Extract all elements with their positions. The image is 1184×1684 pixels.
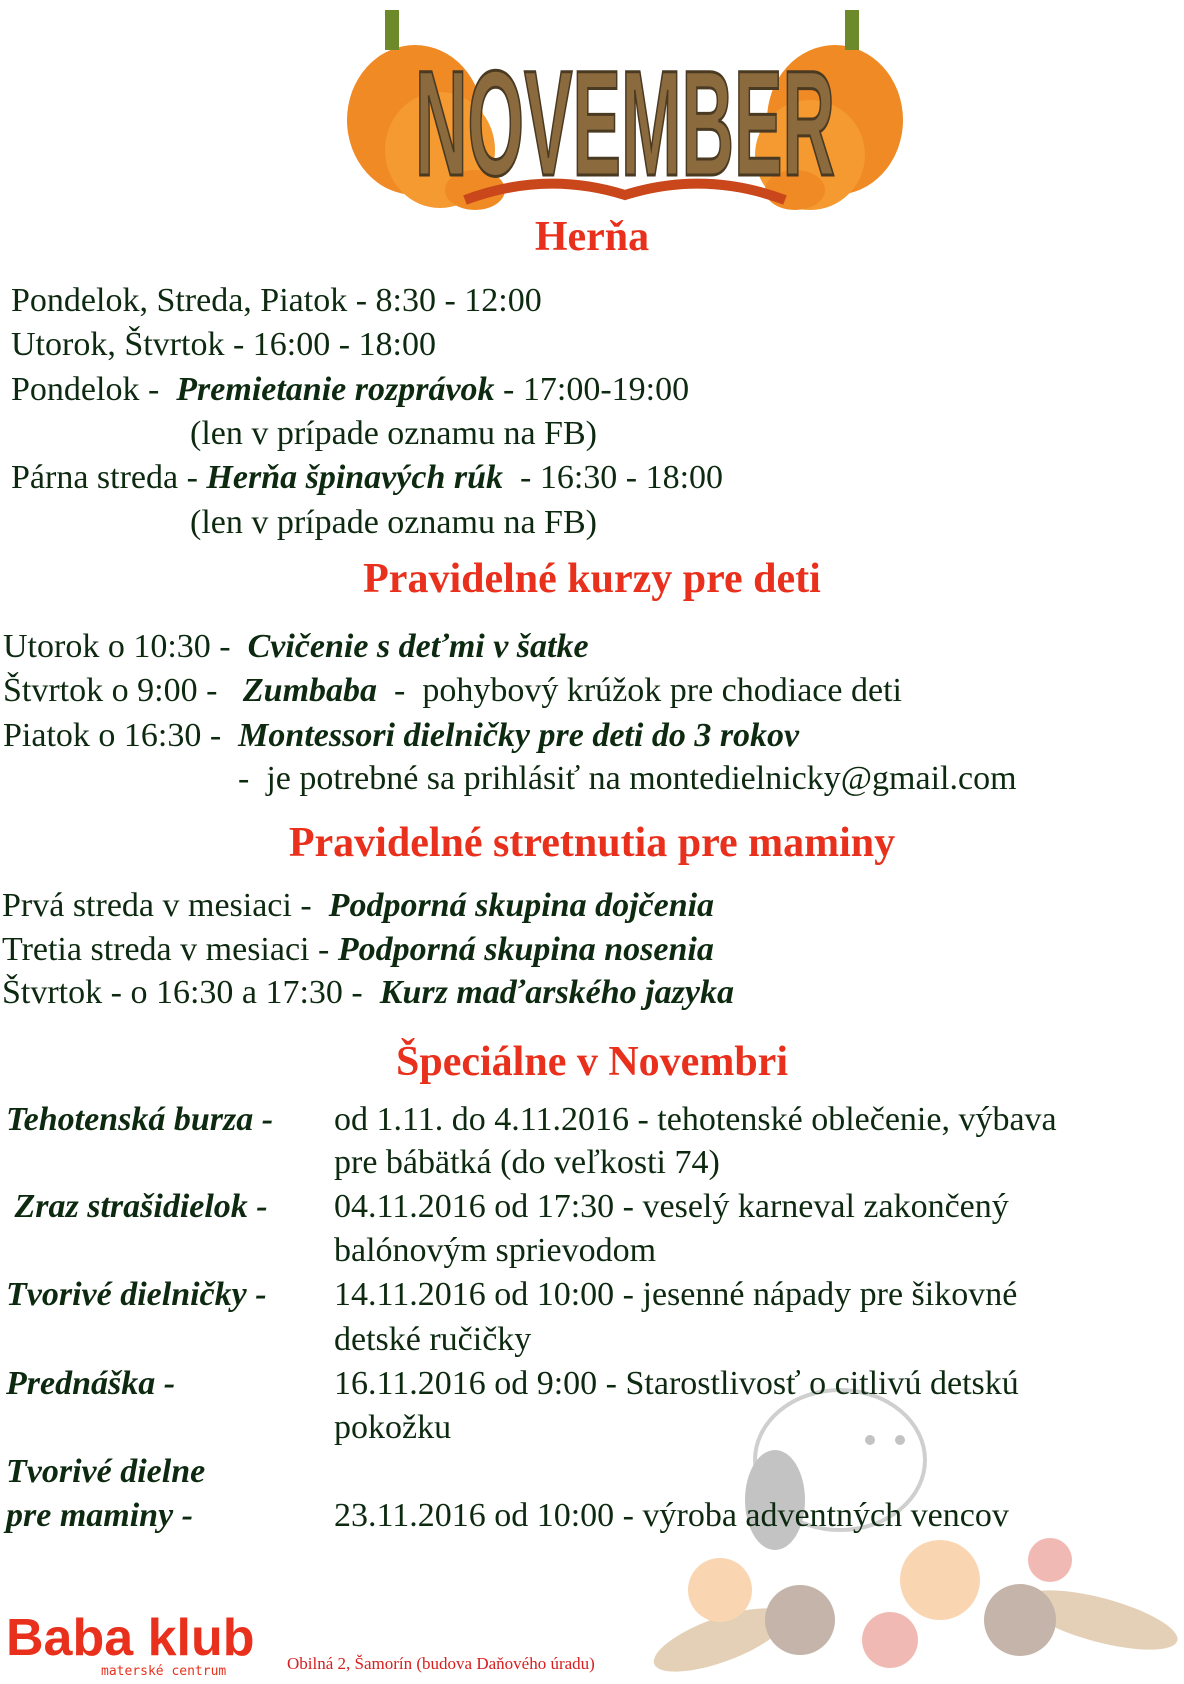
herna-line: [190, 412, 597, 456]
herna-line: [11, 456, 723, 500]
snoopy-harvest-illustration: [600, 1380, 1184, 1684]
address: Obilná 2, Šamorín (budova Daňového úradu): [287, 1654, 595, 1673]
herna-line: [11, 279, 542, 323]
stretnutia-line: [2, 971, 734, 1015]
activity-name: Zumbaba: [242, 672, 378, 709]
line-text: Štvrtok o 9:00 -: [3, 672, 243, 709]
event-label: Tehotenská burza -: [6, 1101, 274, 1138]
line-text: Utorok o 10:30 -: [3, 628, 248, 665]
line-text: (len v prípade oznamu na FB): [190, 504, 597, 541]
banner-title: NOVEMBER: [415, 39, 835, 207]
svg-text:Baba klub: Baba klub: [6, 1609, 255, 1667]
event-detail: balónovým sprievodom: [334, 1232, 657, 1269]
activity-name: Podporná skupina dojčenia: [328, 887, 715, 924]
svg-text:materské centrum: materské centrum: [101, 1664, 227, 1679]
event-detail: pokožku: [334, 1409, 452, 1446]
activity-name: Premietanie rozprávok: [176, 371, 495, 408]
activity-name: Montessori dielničky pre deti do 3 rokov: [238, 717, 800, 754]
baba-klub-logo: [6, 1605, 286, 1679]
event-detail: detské ručičky: [334, 1321, 532, 1358]
event-label: pre maminy -: [6, 1497, 193, 1534]
line-text: Tretia streda v mesiaci -: [2, 931, 338, 968]
event-label: Tvorivé dielničky -: [6, 1276, 267, 1313]
stretnutia-line: [2, 884, 714, 928]
november-banner: [345, 0, 905, 212]
line-text: Štvrtok - o 16:30 a 17:30 -: [2, 974, 380, 1011]
event-detail: 14.11.2016 od 10:00 - jesenné nápady pre šikovné: [334, 1276, 1018, 1313]
event-detail: pre bábätká (do veľkosti 74): [334, 1144, 720, 1181]
event-detail: 16.11.2016 od 9:00 - Starostlivosť o citlivú detskú: [334, 1365, 1019, 1402]
kurzy-line: [238, 757, 1017, 801]
kurzy-line: [3, 669, 902, 713]
kurzy-line: [3, 714, 799, 758]
activity-name: Cvičenie s deťmi v šatke: [247, 628, 589, 665]
herna-line: [11, 323, 436, 367]
line-text: (len v prípade oznamu na FB): [190, 415, 597, 452]
event-label: Zraz strašidielok -: [6, 1188, 268, 1225]
line-text: Párna streda -: [11, 459, 207, 496]
activity-name: Herňa špinavých rúk: [206, 459, 504, 496]
event-label: Tvorivé dielne: [6, 1453, 206, 1490]
line-text: Piatok o 16:30 -: [3, 717, 239, 754]
activity-name: Kurz maďarského jazyka: [379, 974, 734, 1011]
herna-line: [190, 501, 597, 545]
line-text: Pondelok, Streda, Piatok - 8:30 - 12:00: [11, 282, 542, 319]
stretnutia-line: [2, 928, 714, 972]
event-label: Prednáška -: [6, 1365, 176, 1402]
line-text: - je potrebné sa prihlásiť na montedielnicky@gmail.com: [238, 760, 1017, 797]
specialne-heading: Špeciálne v Novembri: [396, 1039, 788, 1085]
line-text: - pohybový krúžok pre chodiace deti: [377, 672, 902, 709]
event-detail: 23.11.2016 od 10:00 - výroba adventných vencov: [334, 1497, 1009, 1534]
event-detail: od 1.11. do 4.11.2016 - tehotenské oblečenie, výbava: [334, 1101, 1057, 1138]
kurzy-heading: Pravidelné kurzy pre deti: [363, 556, 821, 602]
line-text: Pondelok -: [11, 371, 177, 408]
line-text: - 16:30 - 18:00: [503, 459, 724, 496]
herna-heading: Herňa: [534, 214, 650, 260]
line-text: - 17:00-19:00: [494, 371, 690, 408]
stretnutia-heading: Pravidelné stretnutia pre maminy: [288, 820, 896, 866]
kurzy-line: [3, 625, 589, 669]
activity-name: Podporná skupina nosenia: [337, 931, 714, 968]
line-text: Utorok, Štvrtok - 16:00 - 18:00: [11, 326, 436, 363]
herna-line: [11, 368, 689, 412]
line-text: Prvá streda v mesiaci -: [2, 887, 329, 924]
event-detail: 04.11.2016 od 17:30 - veselý karneval zakončený: [334, 1188, 1009, 1225]
